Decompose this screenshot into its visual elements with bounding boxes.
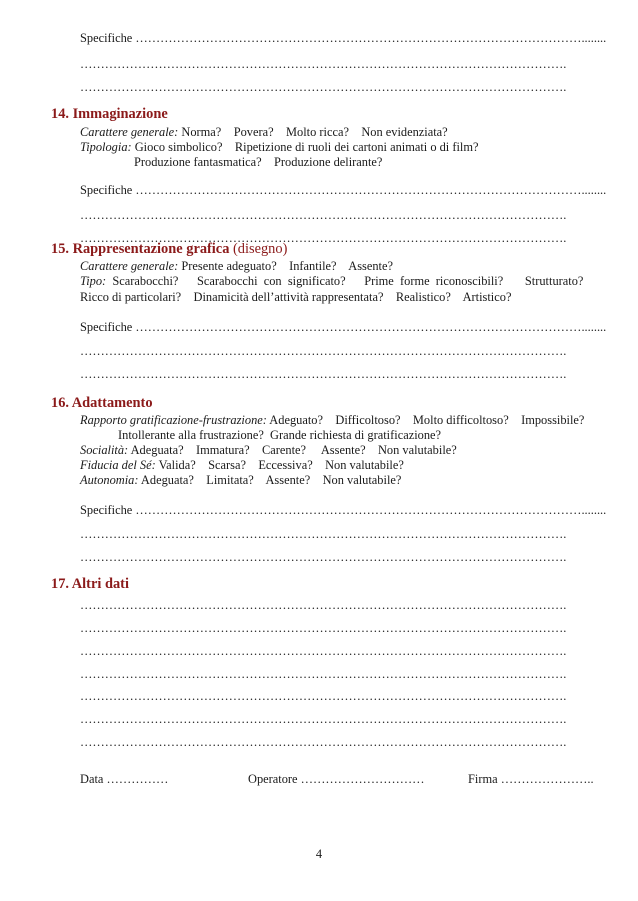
operatore-field: Operatore …………………………: [248, 772, 425, 786]
s16-l4-text: Valida? Scarsa? Eccessiva? Non valutabile?: [155, 458, 404, 472]
s14-line-1: [80, 125, 448, 140]
dotted-line: ……………………………………………………………………………………………………….: [80, 689, 567, 703]
dotted-line: ……………………………………………………………………………………………………….: [80, 712, 567, 726]
section-15-title: [51, 242, 287, 257]
dotted-line: ……………………………………………………………………………………………………….: [80, 644, 567, 658]
dotted-line: ……………………………………………………………………………………………………….: [80, 598, 567, 612]
s14-line-3: Produzione fantasmatica? Produzione delirante?: [134, 155, 383, 169]
s16-l4-label: Fiducia del Sé:: [80, 458, 156, 472]
dotted-line: ……………………………………………………………………………………………………….: [80, 57, 567, 71]
s16-line-4: [80, 458, 404, 473]
specifiche-line: Specifiche ………………………………………………………………………………………………........: [80, 183, 607, 197]
s14-l1-label: Carattere generale:: [80, 125, 179, 139]
s16-l5-text: Adeguata? Limitata? Assente? Non valutabile?: [138, 473, 402, 487]
dotted-line: ……………………………………………………………………………………………………….: [80, 367, 567, 381]
s15-l2-text: Scarabocchi? Scarabocchi con significato? Prime forme riconoscibili? Strutturato?: [106, 274, 584, 288]
dotted-line: ……………………………………………………………………………………………………….: [80, 344, 567, 358]
specifiche-line: Specifiche ………………………………………………………………………………………………........: [80, 31, 607, 45]
dotted-line: ……………………………………………………………………………………………………….: [80, 80, 567, 94]
section-17-title: 17. Altri dati: [51, 576, 129, 592]
s15-line-1: [80, 259, 393, 274]
s16-l1-text: Adeguato? Difficoltoso? Molto difficoltoso? Impossibile?: [266, 413, 585, 427]
s15-l1-label: Carattere generale:: [80, 259, 179, 273]
s14-l2-text: Gioco simbolico? Ripetizione di ruoli dei cartoni animati o di film?: [131, 140, 479, 154]
s16-l1-label: Rapporto gratificazione-frustrazione:: [80, 413, 267, 427]
s15-line-2: [80, 274, 583, 289]
s14-l2-label: Tipologia:: [80, 140, 132, 154]
s15-title-main: 15. Rappresentazione grafica: [51, 241, 230, 257]
s16-l5-label: Autonomia:: [80, 473, 139, 487]
s16-line-2: Intollerante alla frustrazione? Grande richiesta di gratificazione?: [118, 428, 442, 442]
dotted-line: ……………………………………………………………………………………………………….: [80, 735, 567, 749]
dotted-line: ……………………………………………………………………………………………………….: [80, 231, 567, 245]
dotted-line: ……………………………………………………………………………………………………….: [80, 208, 567, 222]
s16-l3-text: Adeguata? Immatura? Carente? Assente? Non valutabile?: [128, 443, 457, 457]
s15-title-sub: (disegno): [229, 241, 288, 257]
dotted-line: ……………………………………………………………………………………………………….: [80, 527, 567, 541]
data-field: Data ……………: [80, 772, 169, 786]
s15-l1-text: Presente adeguato? Infantile? Assente?: [178, 259, 393, 273]
s16-line-1: [80, 413, 584, 428]
s16-l3-label: Socialità:: [80, 443, 129, 457]
dotted-line: ……………………………………………………………………………………………………….: [80, 621, 567, 635]
dotted-line: ……………………………………………………………………………………………………….: [80, 667, 567, 681]
page-number: 4: [315, 847, 323, 861]
specifiche-line: Specifiche ………………………………………………………………………………………………........: [80, 503, 607, 517]
s14-line-2: [80, 140, 479, 155]
s16-line-3: [80, 443, 457, 458]
s15-l2-label: Tipo:: [80, 274, 107, 288]
s15-line-3: Ricco di particolari? Dinamicità dell’attività rappresentata? Realistico? Artistico?: [80, 290, 512, 304]
dotted-line: ……………………………………………………………………………………………………….: [80, 550, 567, 564]
firma-field: Firma …………………..: [468, 772, 594, 786]
s16-line-5: [80, 473, 401, 488]
section-16-title: 16. Adattamento: [51, 395, 153, 411]
s14-l1-text: Norma? Povera? Molto ricca? Non evidenziata?: [178, 125, 448, 139]
section-14-title: 14. Immaginazione: [51, 106, 168, 122]
specifiche-line: Specifiche ………………………………………………………………………………………………........: [80, 320, 607, 334]
